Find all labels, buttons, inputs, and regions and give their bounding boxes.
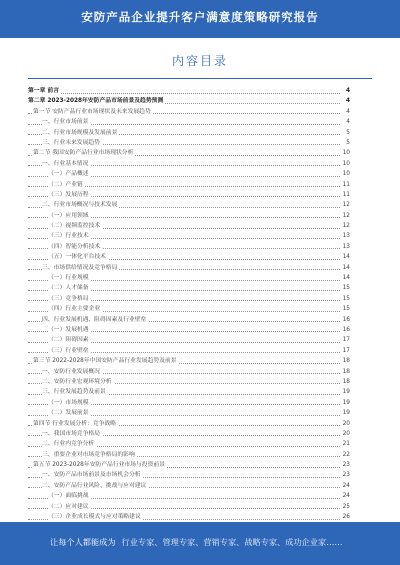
toc-entry-page: 23	[341, 470, 350, 480]
toc-entry-page: 15	[341, 294, 350, 304]
toc-entry-text: （一）产品概述	[48, 171, 89, 178]
toc-entry-text: （二）产业链	[48, 181, 83, 188]
toc-entry[interactable]	[28, 138, 350, 148]
toc-entry[interactable]	[28, 242, 350, 252]
toc-entry-text: （二）发展前景	[48, 410, 89, 417]
toc-entry-page: 15	[341, 304, 350, 314]
toc-entry[interactable]	[28, 356, 350, 366]
toc-entry-text: 三、市场供给情况及竞争格局	[42, 264, 118, 271]
toc-entry-page: 14	[341, 263, 350, 273]
toc-entry-text: 一、我国市场竞争格局	[42, 430, 100, 437]
toc-entry-text: 二、安防行业宏观环境分析	[42, 378, 112, 385]
header-bar	[0, 0, 400, 38]
toc-entry-text: （一）行业规模	[48, 275, 89, 282]
toc-entry-text: （四）智能分析技术	[48, 243, 101, 250]
toc-entry[interactable]	[28, 252, 350, 262]
toc-entry-page: 20	[341, 419, 350, 429]
toc-entry-text: 一、安防产品市场前景及市场机会分析	[42, 472, 141, 479]
toc-entry-page: 22	[341, 450, 350, 460]
toc-entry-text: 三、行业未来发展趋势	[42, 139, 100, 146]
toc-entry[interactable]	[28, 398, 350, 408]
footer-slogan	[50, 537, 343, 548]
toc-entry-page: 4	[344, 117, 350, 127]
toc-entry-page: 21	[341, 439, 350, 449]
toc-entry-text: （三）发展历程	[48, 191, 89, 198]
toc-entry[interactable]	[28, 429, 350, 439]
toc-entry-page: 11	[341, 180, 350, 190]
toc-entry[interactable]	[28, 107, 350, 117]
toc-entry-text: （一）面临挑战	[48, 493, 89, 500]
report-title: 安防产品企业提升客户满意度策略研究报告	[81, 10, 319, 24]
toc-entry-text: 一、行业市场前景	[42, 119, 89, 126]
toc-entry-page: 19	[341, 387, 350, 397]
toc-entry[interactable]	[28, 335, 350, 345]
toc-entry[interactable]	[28, 325, 350, 335]
toc-entry[interactable]	[28, 408, 350, 418]
toc-entry-text: 三、重要企业对市场竞争格局的影响	[42, 451, 135, 458]
toc-entry-page: 24	[341, 491, 350, 501]
toc-entry-page: 10	[341, 148, 350, 158]
toc-entry[interactable]	[28, 315, 350, 325]
toc-entry[interactable]	[28, 211, 350, 221]
toc-entry-page: 4	[344, 96, 350, 106]
toc-entry-text: 第三节 2022-2028年中国安防产品行业发展趋势及前景	[33, 358, 177, 365]
toc-entry[interactable]	[28, 221, 350, 231]
toc-entry[interactable]	[28, 450, 350, 460]
toc-entry-page: 11	[341, 190, 350, 200]
toc-entry-page: 13	[341, 242, 350, 252]
toc-entry-text: （三）企业成长模式与应对策略建议	[48, 514, 141, 521]
toc-entry[interactable]	[28, 419, 350, 429]
toc-entry-page: 19	[341, 408, 350, 418]
toc-entry-text: 一、安防行业发展概况	[42, 368, 100, 375]
toc-entry-page: 12	[341, 200, 350, 210]
toc-entry-page: 14	[341, 273, 350, 283]
toc-entry[interactable]	[28, 460, 350, 470]
toc-entry-text: 二、行业内竞争分析	[42, 441, 95, 448]
toc-entry-page: 10	[341, 169, 350, 179]
toc-entry-text: 二、行业市场规模及发展前景	[42, 129, 118, 136]
toc-entry[interactable]	[28, 86, 350, 96]
title-divider	[28, 78, 372, 79]
toc-entry-page: 17	[341, 335, 350, 345]
footer-rest: 行业专家、管理专家、营销专家、战略专家、成功企业家……	[121, 537, 343, 547]
toc-entry[interactable]	[28, 346, 350, 356]
toc-entry-text: 第四节 行业发展分析：竞争战略	[33, 420, 116, 427]
toc-entry-text: （一）市场规模	[48, 399, 89, 406]
toc-entry-page: 18	[341, 377, 350, 387]
toc-entry-page: 20	[341, 429, 350, 439]
toc-entry-page: 12	[341, 221, 350, 231]
toc-entry[interactable]	[28, 128, 350, 138]
toc-entry-text: 二、行业市场概况与技术发展	[42, 202, 118, 209]
toc-entry[interactable]	[28, 481, 350, 491]
toc-entry[interactable]	[28, 367, 350, 377]
toc-entry[interactable]	[28, 273, 350, 283]
toc-entry-text: （二）阻碍因素	[48, 337, 89, 344]
toc-entry-text: （四）行业主要企业	[48, 306, 101, 313]
toc-entry-page: 5	[344, 138, 350, 148]
toc-entry-text: 四、行业发展机遇、阻碍因素及行业壁垒	[42, 316, 147, 323]
toc-entry[interactable]	[28, 304, 350, 314]
toc-entry[interactable]	[28, 502, 350, 512]
toc-entry-page: 23	[341, 460, 350, 470]
toc-entry[interactable]	[28, 283, 350, 293]
toc-entry-page: 25	[341, 502, 350, 512]
toc-entry[interactable]	[28, 190, 350, 200]
toc-entry-text: （五）一体化平台技术	[48, 254, 106, 261]
toc-entry[interactable]	[28, 470, 350, 480]
toc-entry-page: 15	[341, 283, 350, 293]
toc-entry-page: 5	[344, 128, 350, 138]
toc-entry-page: 24	[341, 481, 350, 491]
toc-entry-page: 13	[341, 231, 350, 241]
toc-entry-page: 16	[341, 325, 350, 335]
toc-entry-text: （二）视频监控技术	[48, 223, 101, 230]
toc-entry-page: 17	[341, 346, 350, 356]
toc-entry-text: 二、安防产品行业风险、挑战与应对建议	[42, 482, 147, 489]
toc-entry-page: 4	[344, 107, 350, 117]
toc-title: 内容目录	[171, 54, 228, 68]
toc-entry[interactable]	[28, 200, 350, 210]
toc-entry-text: 一、行业基本情况	[42, 160, 89, 167]
footer-lead: 让每个人都能成为	[50, 537, 116, 547]
toc-entry-page: 16	[341, 315, 350, 325]
toc-entry-page: 14	[341, 252, 350, 262]
toc-entry-page: 18	[341, 367, 350, 377]
toc-entry[interactable]	[28, 159, 350, 169]
toc-entry-text: 第二节 我国安防产品行业市场现状分析	[33, 150, 134, 157]
toc-entry-text: （三）行业技术	[48, 233, 89, 240]
toc-list	[28, 86, 350, 522]
toc-entry-text: （二）人才储备	[48, 285, 89, 292]
toc-entry[interactable]	[28, 180, 350, 190]
toc-entry-text: 第二章 2023-2028年安防产品市场前景及趋势预测	[28, 98, 164, 105]
toc-entry-text: 第一章 前言	[28, 88, 60, 94]
toc-entry[interactable]	[28, 512, 350, 522]
toc-entry-text: （二）应对建议	[48, 503, 89, 510]
toc-entry[interactable]	[28, 117, 350, 127]
toc-entry-text: 第五节 2023-2028年安防产品行业市场与投资前景	[33, 462, 165, 469]
toc-entry-page: 10	[341, 159, 350, 169]
toc-entry[interactable]	[28, 377, 350, 387]
toc-entry-text: （三）竞争格局	[48, 295, 89, 302]
toc-entry[interactable]	[28, 231, 350, 241]
toc-entry-page: 26	[341, 512, 350, 522]
footer-bar	[0, 522, 400, 565]
toc-entry[interactable]	[28, 491, 350, 501]
toc-entry-text: （一）发展机遇	[48, 326, 89, 333]
toc-entry[interactable]	[28, 148, 350, 158]
toc-entry[interactable]	[28, 439, 350, 449]
toc-entry-text: （三）行业壁垒	[48, 347, 89, 354]
toc-entry-page: 4	[344, 86, 350, 96]
toc-entry[interactable]	[28, 263, 350, 273]
toc-entry-page: 19	[341, 398, 350, 408]
toc-entry[interactable]	[28, 96, 350, 106]
toc-entry-text: 三、行业发展趋势及前景	[42, 389, 106, 396]
toc-entry-text: 第一节 安防产品行业市场现状及未来发展趋势	[33, 108, 151, 115]
toc-leader-dots	[28, 93, 340, 94]
toc-entry[interactable]	[28, 387, 350, 397]
toc-entry[interactable]	[28, 294, 350, 304]
toc-entry-text: （一）应用领域	[48, 212, 89, 219]
toc-entry-page: 12	[341, 211, 350, 221]
toc-entry-page: 18	[341, 356, 350, 366]
toc-entry[interactable]	[28, 169, 350, 179]
